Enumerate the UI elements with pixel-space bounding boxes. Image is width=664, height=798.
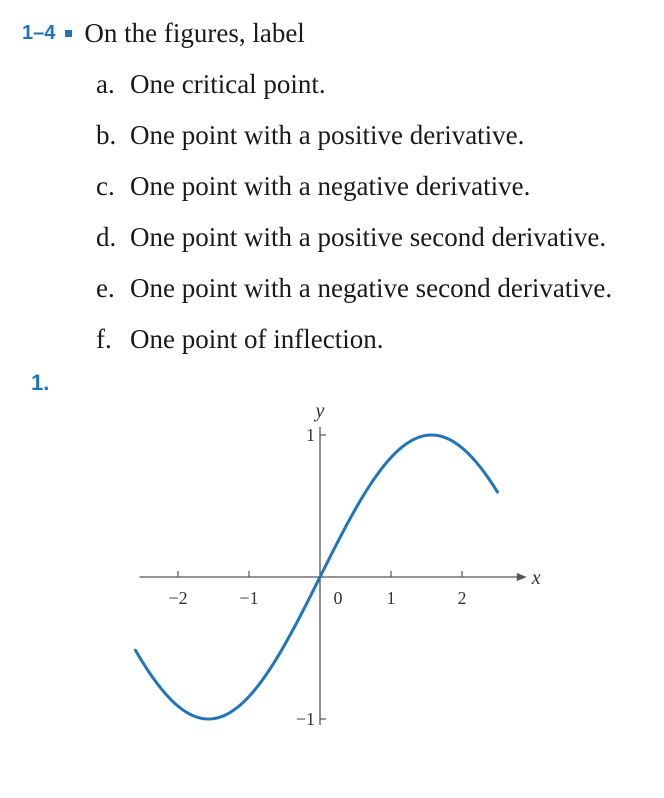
item-text: One point with a positive second derivative. [130, 222, 607, 252]
figure-number: 1. [31, 370, 50, 395]
item-text: One point with a negative derivative. [130, 171, 531, 201]
y-tick-label: 1 [306, 425, 315, 445]
x-tick-label: −1 [239, 588, 259, 608]
x-tick-label: −2 [168, 588, 188, 608]
y-axis-label: y [315, 400, 325, 422]
item-label: e. [96, 273, 115, 303]
problem-intro: On the figures, label [84, 17, 305, 48]
y-tick-label: −1 [295, 709, 315, 729]
item-label: f. [96, 324, 112, 354]
x-tick-label: 1 [386, 588, 396, 608]
x-axis-arrow-icon [517, 573, 527, 581]
item-label: c. [96, 171, 115, 201]
item-label: a. [96, 69, 115, 99]
item-text: One point of inflection. [130, 324, 384, 354]
problem-range: 1–4 [22, 21, 56, 44]
item-text: One point with a positive derivative. [130, 120, 525, 150]
item-label: d. [96, 222, 117, 252]
x-tick-label: 2 [457, 588, 467, 608]
item-label: b. [96, 120, 117, 150]
item-text: One critical point. [130, 69, 326, 99]
origin-label: 0 [333, 588, 343, 608]
item-text: One point with a negative second derivative. [130, 273, 613, 303]
x-axis-label: x [531, 567, 541, 589]
